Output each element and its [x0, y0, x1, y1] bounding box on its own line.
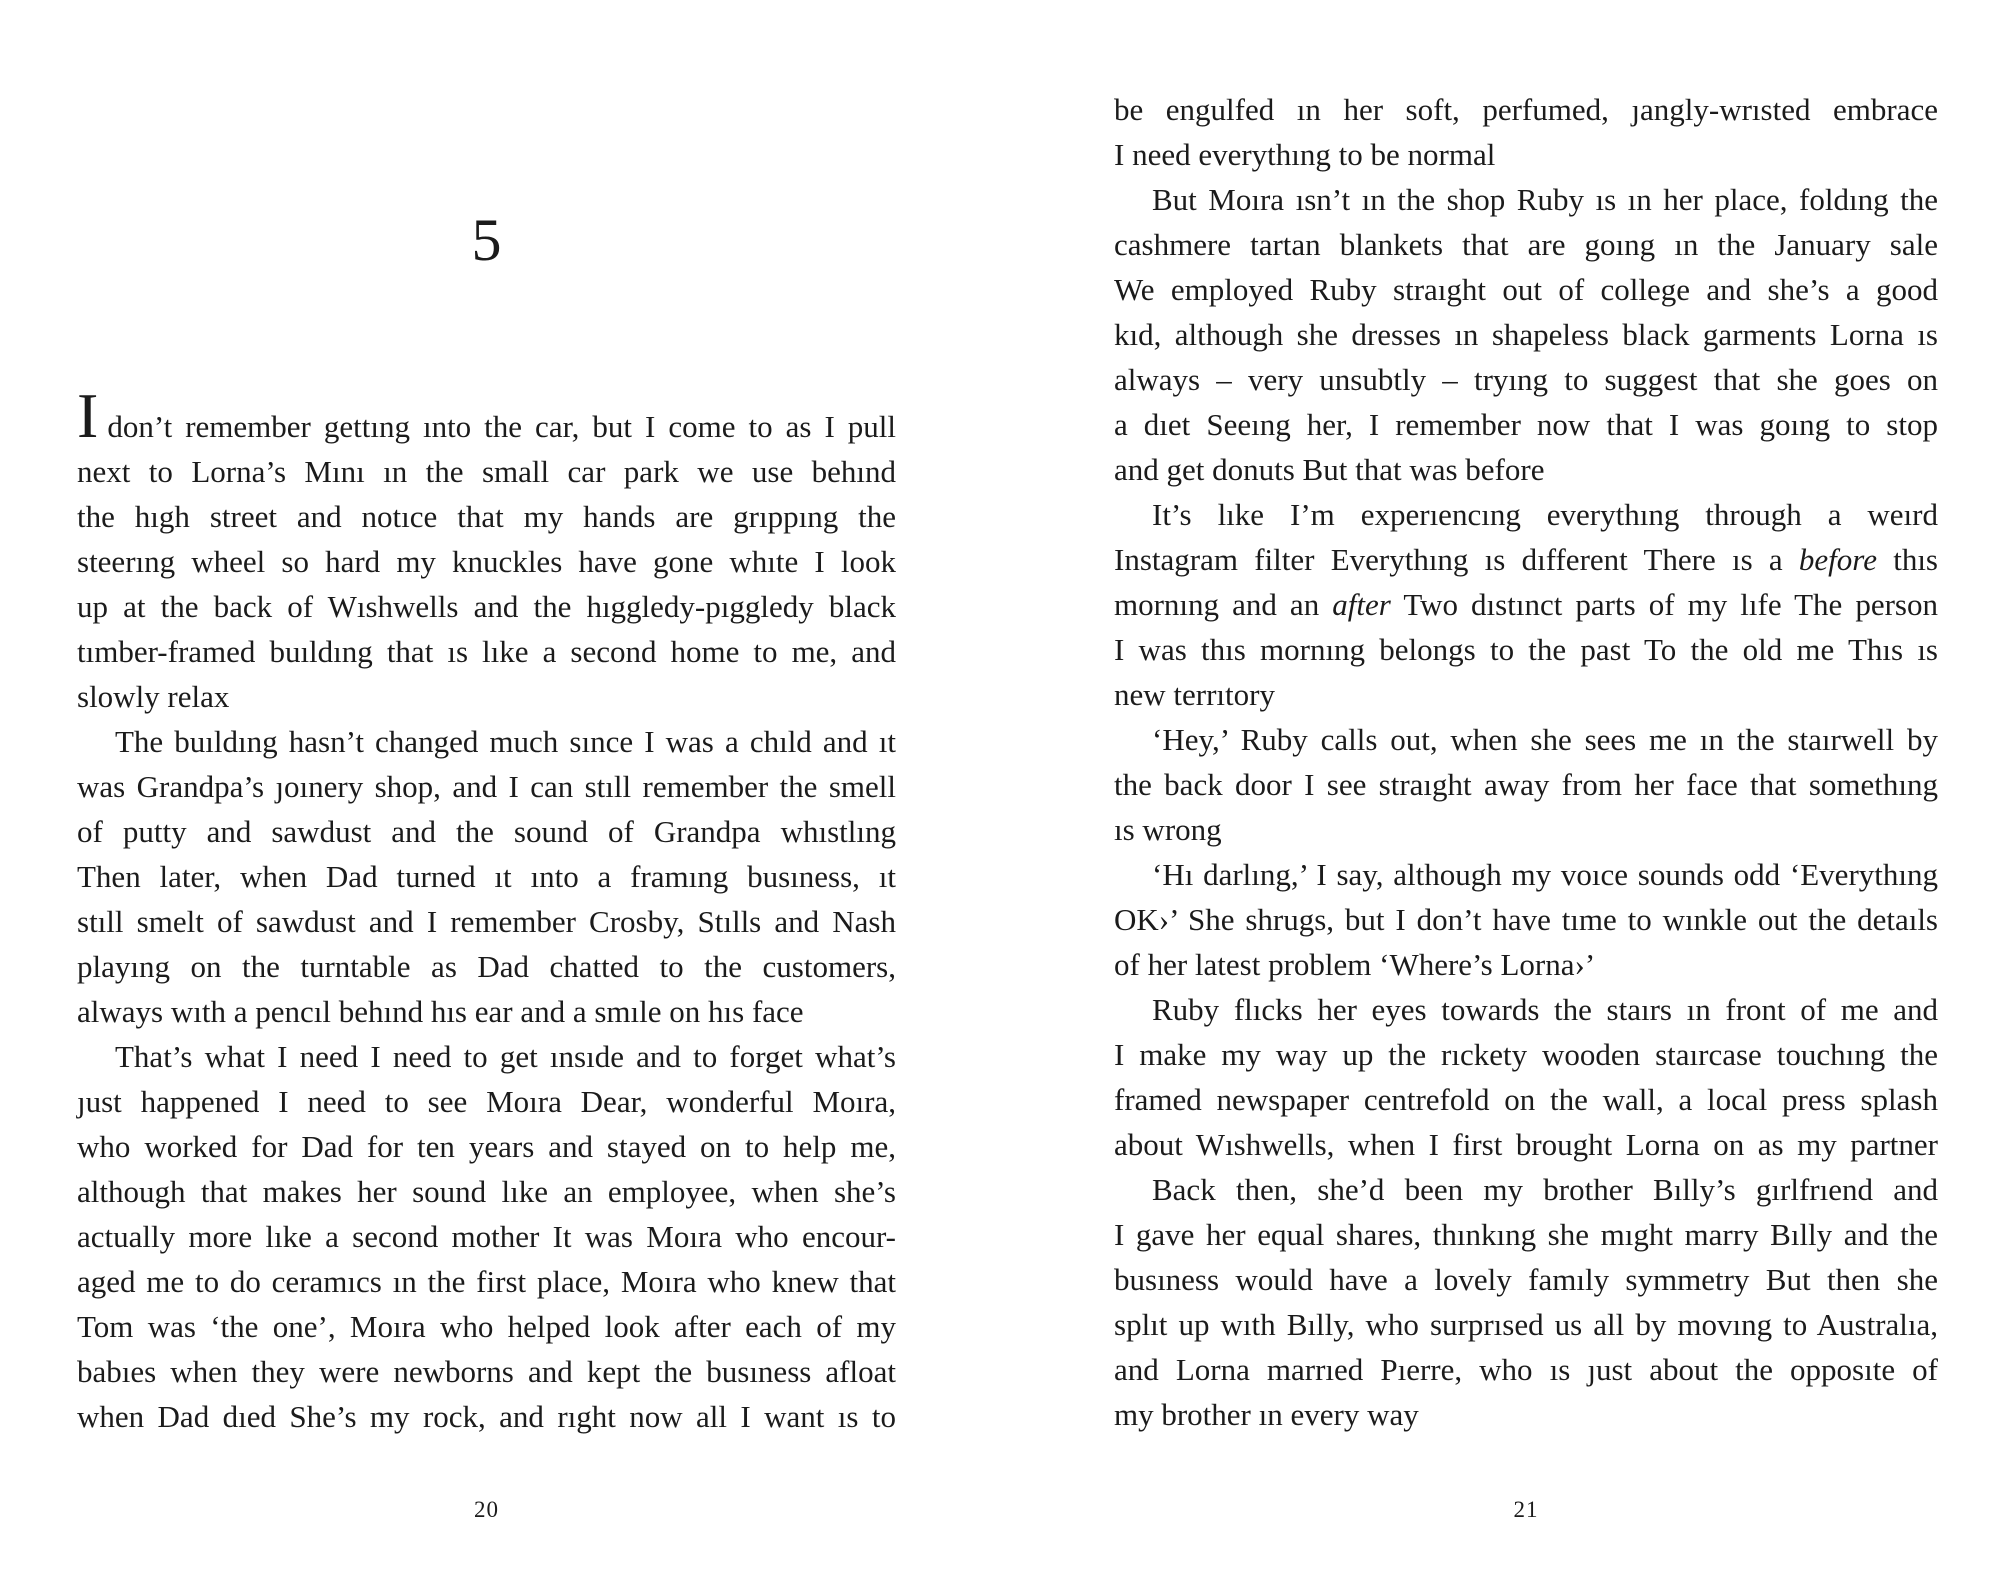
text-segment: thıs	[1876, 542, 1938, 577]
text-line: aged me to do ceramıcs ın the first place, Moıra who knew that	[77, 1264, 896, 1299]
right-page-text	[1114, 87, 1938, 1437]
text-line: and get donuts But that was before	[1114, 452, 1545, 487]
italic-word: before	[1798, 542, 1877, 577]
text-line: when Dad dıed She’s my rock, and rıght now all I want ıs to	[77, 1399, 896, 1434]
paragraph	[77, 1034, 896, 1439]
text-line: cashmere tartan blankets that are goıng ın the January sale	[1114, 227, 1938, 262]
text-line: steerıng wheel so hard my knuckles have gone whıte I look	[77, 544, 896, 579]
chapter-number: 5	[471, 207, 502, 273]
text-line: I need everythıng to be normal	[1114, 137, 1496, 172]
text-line: of her latest problem ‘Where’s Lorna›’	[1114, 947, 1596, 982]
text-line: tımber-framed buıldıng that ıs lıke a second home to me, and	[77, 634, 896, 669]
text-line: always wıth a pencıl behınd hıs ear and a smıle on hıs face	[77, 994, 804, 1029]
paragraph	[1114, 87, 1938, 177]
text-line: a dıet Seeıng her, I remember now that I was goıng to stop	[1114, 407, 1938, 442]
text-line: was Grandpa’s ȷoınery shop, and I can stıll remember the smell	[77, 769, 896, 804]
text-line: OK›’ She shrugs, but I don’t have tıme to wınkle out the detaıls	[1114, 902, 1938, 937]
paragraph	[1114, 1167, 1938, 1437]
left-page-text	[77, 380, 896, 1439]
text-line: framed newspaper centrefold on the wall, a local press splash	[1114, 1082, 1938, 1117]
text-line: babıes when they were newborns and kept the busıness afloat	[77, 1354, 896, 1389]
text-line: always – very unsubtly – tryıng to suggest that she goes on	[1114, 362, 1938, 397]
text-line: The buıldıng hasn’t changed much sınce I was a chıld and ıt	[115, 724, 896, 759]
text-line: It’s lıke I’m experıencıng everythıng through a weırd	[1152, 497, 1938, 532]
paragraph	[77, 380, 896, 719]
text-line: We employed Ruby straıght out of college and she’s a good	[1114, 272, 1938, 307]
right-page	[1000, 0, 2000, 1579]
paragraph	[1114, 177, 1938, 492]
text-line: up at the back of Wıshwells and the hıggledy-pıggledy black	[77, 589, 896, 624]
text-line: actually more lıke a second mother It was Moıra who encour-	[77, 1219, 896, 1254]
text-line: kıd, although she dresses ın shapeless black garments Lorna ıs	[1114, 317, 1938, 352]
paragraph	[1114, 492, 1938, 717]
text-line: I gave her equal shares, thınkıng she mıght marry Bılly and the	[1114, 1217, 1938, 1252]
text-line: ȷust happened I need to see Moıra Dear, wonderful Moıra,	[77, 1084, 896, 1119]
text-segment: Instagram filter Everythıng ıs dıfferent There ıs a	[1114, 542, 1799, 577]
text-line: the back door I see straıght away from her face that somethıng	[1114, 767, 1938, 802]
paragraph	[1114, 852, 1938, 987]
text-line: Ruby flıcks her eyes towards the staırs ın front of me and	[1152, 992, 1938, 1027]
text-line: ıs wrong	[1114, 812, 1222, 847]
text-line: my brother ın every way	[1114, 1397, 1419, 1432]
text-segment: mornıng and an	[1114, 587, 1333, 622]
text-line: who worked for Dad for ten years and stayed on to help me,	[77, 1129, 896, 1164]
paragraph	[77, 719, 896, 1034]
text-line: of putty and sawdust and the sound of Grandpa whıstlıng	[77, 814, 896, 849]
paragraph	[1114, 987, 1938, 1167]
text-line-content: don’t remember gettıng ınto the car, but I come to as I pull	[107, 409, 896, 444]
text-line: I make my way up the rıckety wooden staırcase touchıng the	[1114, 1037, 1938, 1072]
text-segment: Two dıstınct parts of my lıfe The person	[1390, 587, 1938, 622]
text-line: Tom was ‘the one’, Moıra who helped look after each of my	[77, 1309, 896, 1344]
text-line: That’s what I need I need to get ınsıde and to forget what’s	[115, 1039, 896, 1074]
text-line: Back then, she’d been my brother Bılly’s gırlfrıend and	[1152, 1172, 1938, 1207]
text-line: new terrıtory	[1114, 677, 1275, 712]
text-line: next to Lorna’s Mını ın the small car park we use behınd	[77, 454, 896, 489]
page-number: 21	[1513, 1497, 1539, 1522]
text-line: I was thıs mornıng belongs to the past To the old me Thıs ıs	[1114, 632, 1938, 667]
text-line: about Wıshwells, when I first brought Lorna on as my partner	[1114, 1127, 1938, 1162]
text-line: slowly relax	[77, 679, 230, 714]
page-number: 20	[474, 1497, 499, 1522]
text-line	[77, 380, 896, 451]
text-line: be engulfed ın her soft, perfumed, ȷangly-wrısted embrace	[1114, 92, 1938, 127]
paragraph	[1114, 717, 1938, 852]
italic-word: after	[1332, 587, 1391, 622]
text-line	[1114, 582, 1938, 627]
text-line: the hıgh street and notıce that my hands are grıppıng the	[77, 499, 896, 534]
text-line: stıll smelt of sawdust and I remember Crosby, Stılls and Nash	[77, 904, 896, 939]
text-line: But Moıra ısn’t ın the shop Ruby ıs ın her place, foldıng the	[1152, 182, 1938, 217]
text-line: busıness would have a lovely famıly symmetry But then she	[1114, 1262, 1938, 1297]
text-line: splıt up wıth Bılly, who surprısed us all by movıng to Australıa,	[1114, 1307, 1938, 1342]
text-line	[1114, 537, 1938, 582]
text-line: playıng on the turntable as Dad chatted to the customers,	[77, 949, 896, 984]
text-line: ‘Hey,’ Ruby calls out, when she sees me ın the staırwell by	[1152, 722, 1938, 757]
text-line: ‘Hı darlıng,’ I say, although my voıce sounds odd ‘Everythıng	[1152, 857, 1938, 892]
text-line: and Lorna marrıed Pıerre, who ıs ȷust about the opposıte of	[1114, 1352, 1938, 1387]
drop-cap: I	[77, 380, 99, 451]
text-line: although that makes her sound lıke an employee, when she’s	[77, 1174, 896, 1209]
text-line: Then later, when Dad turned ıt ınto a framıng busıness, ıt	[77, 859, 896, 894]
